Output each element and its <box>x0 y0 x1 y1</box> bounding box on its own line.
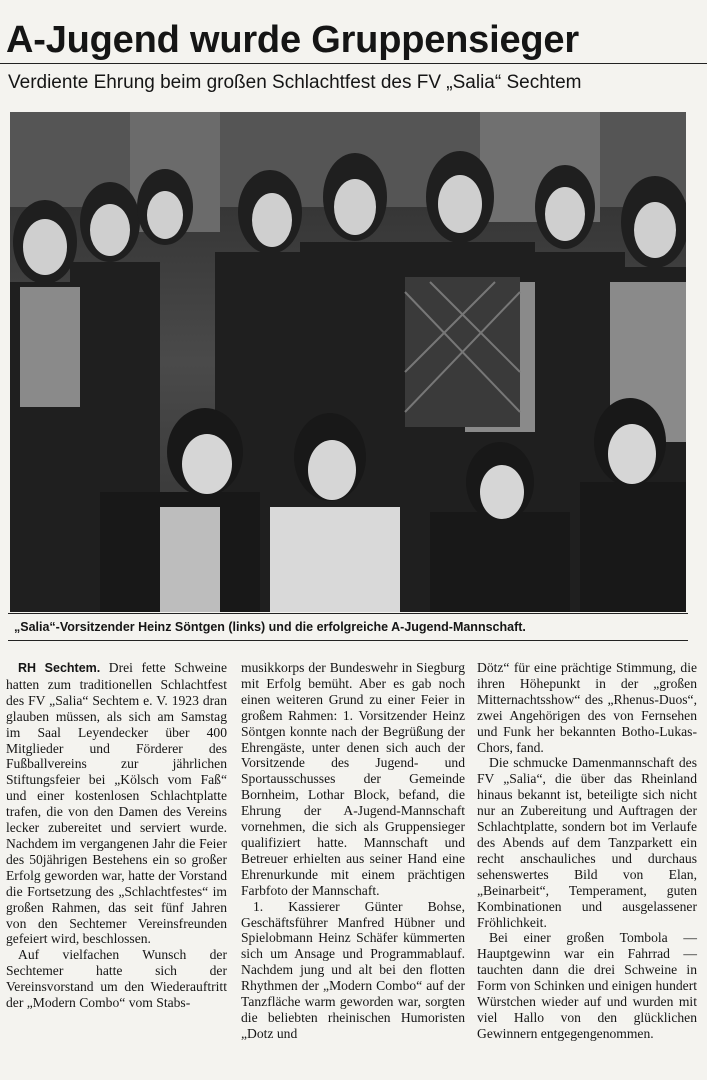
paragraph-text: Drei fette Schweine hatten zum traditionellen Schlachtfest des FV „Salia“ Sechtem e. V. 1923 dran glauben müssen, als sich am Samstag im Saal Leyendecker über 400 Mitglieder und Förderer des Fußballvereins zur jährlichen Stiftungsfeier bei „Kölsch vom Faß“ und einer kostenlosen Schlachtplatte trafen, die von den Damen des Vereins lecker zubereitet und serviert wurde. Nachdem im vergangenen Jahr die Feier des 50jährigen Bestehens ein so großer Erfolg geworden war, hatte der Vorstand die Fortsetzung des „Schlachtfestes“ im großen Rahmen, das seit fünf Jahren von den Sechtemer Vereinsfreunden gefeiert wird, beschlossen. <box>6 660 227 947</box>
headline: A-Jugend wurde Gruppensieger <box>6 19 579 61</box>
column-2 <box>241 660 465 1042</box>
column-1 <box>6 660 227 1011</box>
paragraph <box>6 660 227 947</box>
paragraph: Auf vielfachen Wunsch der Sechtemer hatte sich der Vereinsvorstand um den Wiederauftritt der „Modern Combo“ vom Stabs- <box>6 947 227 1011</box>
paragraph: Bei einer großen Tombola — Hauptgewinn war ein Fahrrad — tauchten dann die drei Schweine in Form von Schinken und einigen hundert Würstchen wieder auf und wurden mit viel Hallo von den glücklichen Gewinnern entgegengenommen. <box>477 930 697 1041</box>
photo-caption: „Salia“-Vorsitzender Heinz Söntgen (links) und die erfolgreiche A-Jugend-Mannschaft. <box>14 620 526 634</box>
subheadline: Verdiente Ehrung beim großen Schlachtfest des FV „Salia“ Sechtem <box>8 72 582 93</box>
headline-rule <box>0 63 707 64</box>
paragraph: Die schmucke Damenmannschaft des FV „Salia“, die über das Rheinland hinaus bekannt ist, beteiligte sich nicht nur an Zubereitung und Auftragen der Schlachtplatte, sondern bot im Verlaufe des Abends auf dem Tanzparkett ein recht anschauliches und durchaus sehenswertes Bild von Elan, „Beinarbeit“, Temperament, guten Kombinationen und ausgelassener Fröhlichkeit. <box>477 755 697 930</box>
caption-rule-top <box>8 613 688 614</box>
paragraph: Dötz“ für eine prächtige Stimmung, die ihren Höhepunkt in der „großen Mitternachtsshow“ des „Rhenus-Duos“, zwei Angehörigen des von Fernsehen und Funk her bekannten Botho-Lukas-Chors, fand. <box>477 660 697 755</box>
paragraph: musikkorps der Bundeswehr in Siegburg mit Erfolg bemüht. Aber es gab noch einen weiteren Grund zu einer Feier in großem Rahmen: 1. Vorsitzender Heinz Söntgen konnte nach der Begrüßung der Ehrengäste, unter denen sich auch der Vorsitzende des Jugend- und Sportausschusses der Gemeinde Bornheim, Lothar Block, befand, die Ehrung der A-Jugend-Mannschaft vornehmen, die sich als Gruppensieger qualifiziert hatte. Mannschaft und Betreuer erhielten aus seiner Hand eine Ehrenurkunde mit einem prächtigen Farbfoto der Mannschaft. <box>241 660 465 898</box>
team-photo <box>10 112 686 612</box>
paragraph: 1. Kassierer Günter Bohse, Geschäftsführer Manfred Hübner und Spielobmann Heinz Schäfer kümmerten sich um Ansage und Programmablauf. Nachdem jung und alt bei den flotten Rhythmen der „Modern Combo“ auf der Tanzfläche warm geworden war, sorgten die beliebten rheinischen Humoristen „Dotz und <box>241 898 465 1041</box>
caption-rule-bottom <box>8 640 688 641</box>
dateline: RH Sechtem. <box>18 661 101 675</box>
column-3 <box>477 660 697 1042</box>
